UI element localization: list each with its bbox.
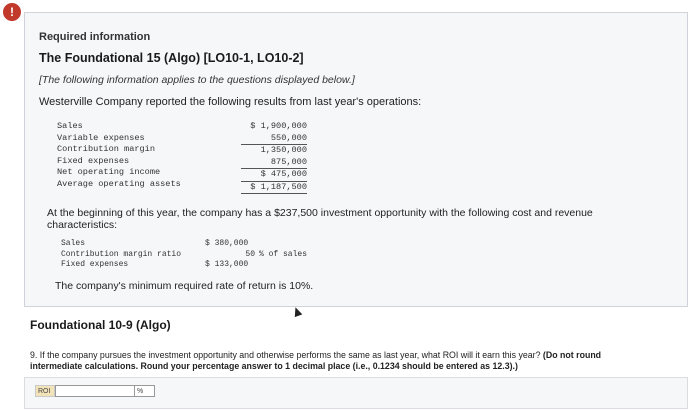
info-note: [The following information applies to the questions displayed below.] [39,74,355,86]
fin-label: Average operating assets [57,178,181,189]
mouse-cursor-icon [292,306,303,317]
question-instructions: (Do not round intermediate calculations. Round your percentage answer to 1 decimal place (i.e., 0.1234 should be entered as 12.3).) [30,350,602,371]
fin-label: Sales [57,121,83,131]
roi-input[interactable] [55,385,135,397]
financials-values [241,121,307,194]
opportunity-text: At the beginning of this year, the company has a $237,500 investment opportunity with the following cost and revenue characteristics: [47,207,593,231]
fin-value: $ 475,000 [241,169,307,182]
answer-row [35,385,155,399]
alert-icon: ! [3,3,21,21]
opp-label: Fixed expenses [61,260,129,269]
opp-label: Contribution margin ratio [61,249,182,259]
percent-unit: % [135,385,155,397]
fin-value: 550,000 [241,133,307,146]
fin-value: $ 1,900,000 [250,121,307,131]
opp-value: $ 380,000 [205,239,249,248]
question-text [30,350,650,372]
intro-text: Westerville Company reported the following results from last year's operations: [39,96,422,108]
roi-label: ROI [35,385,55,397]
fin-label: Net operating income [57,167,161,177]
fin-value: $ 1,187,500 [241,182,307,195]
question-plain: 9. If the company pursues the investment opportunity and otherwise performs the same as last year, what ROI will it earn this year? [30,350,543,360]
financials-labels [57,121,181,190]
opp-label: Sales [61,239,86,248]
opportunity-values [205,239,307,271]
fin-value: 875,000 [241,157,307,170]
required-info-label: Required information [39,31,151,43]
answer-panel [24,377,688,409]
opp-value: $ 133,000 [205,260,249,269]
fin-label: Variable expenses [57,132,145,143]
opp-suffix: % of sales [259,249,308,259]
problem-title: The Foundational 15 (Algo) [LO10-1, LO10-2] [39,51,304,65]
fin-value: 1,350,000 [260,145,307,155]
opp-value: 50 [245,249,255,259]
fin-label: Fixed expenses [57,155,130,166]
required-information-panel [24,12,688,307]
min-rate-text: The company's minimum required rate of return is 10%. [55,280,314,292]
fin-label: Contribution margin [57,144,155,154]
question-title: Foundational 10-9 (Algo) [30,318,171,332]
opportunity-labels [61,239,181,271]
